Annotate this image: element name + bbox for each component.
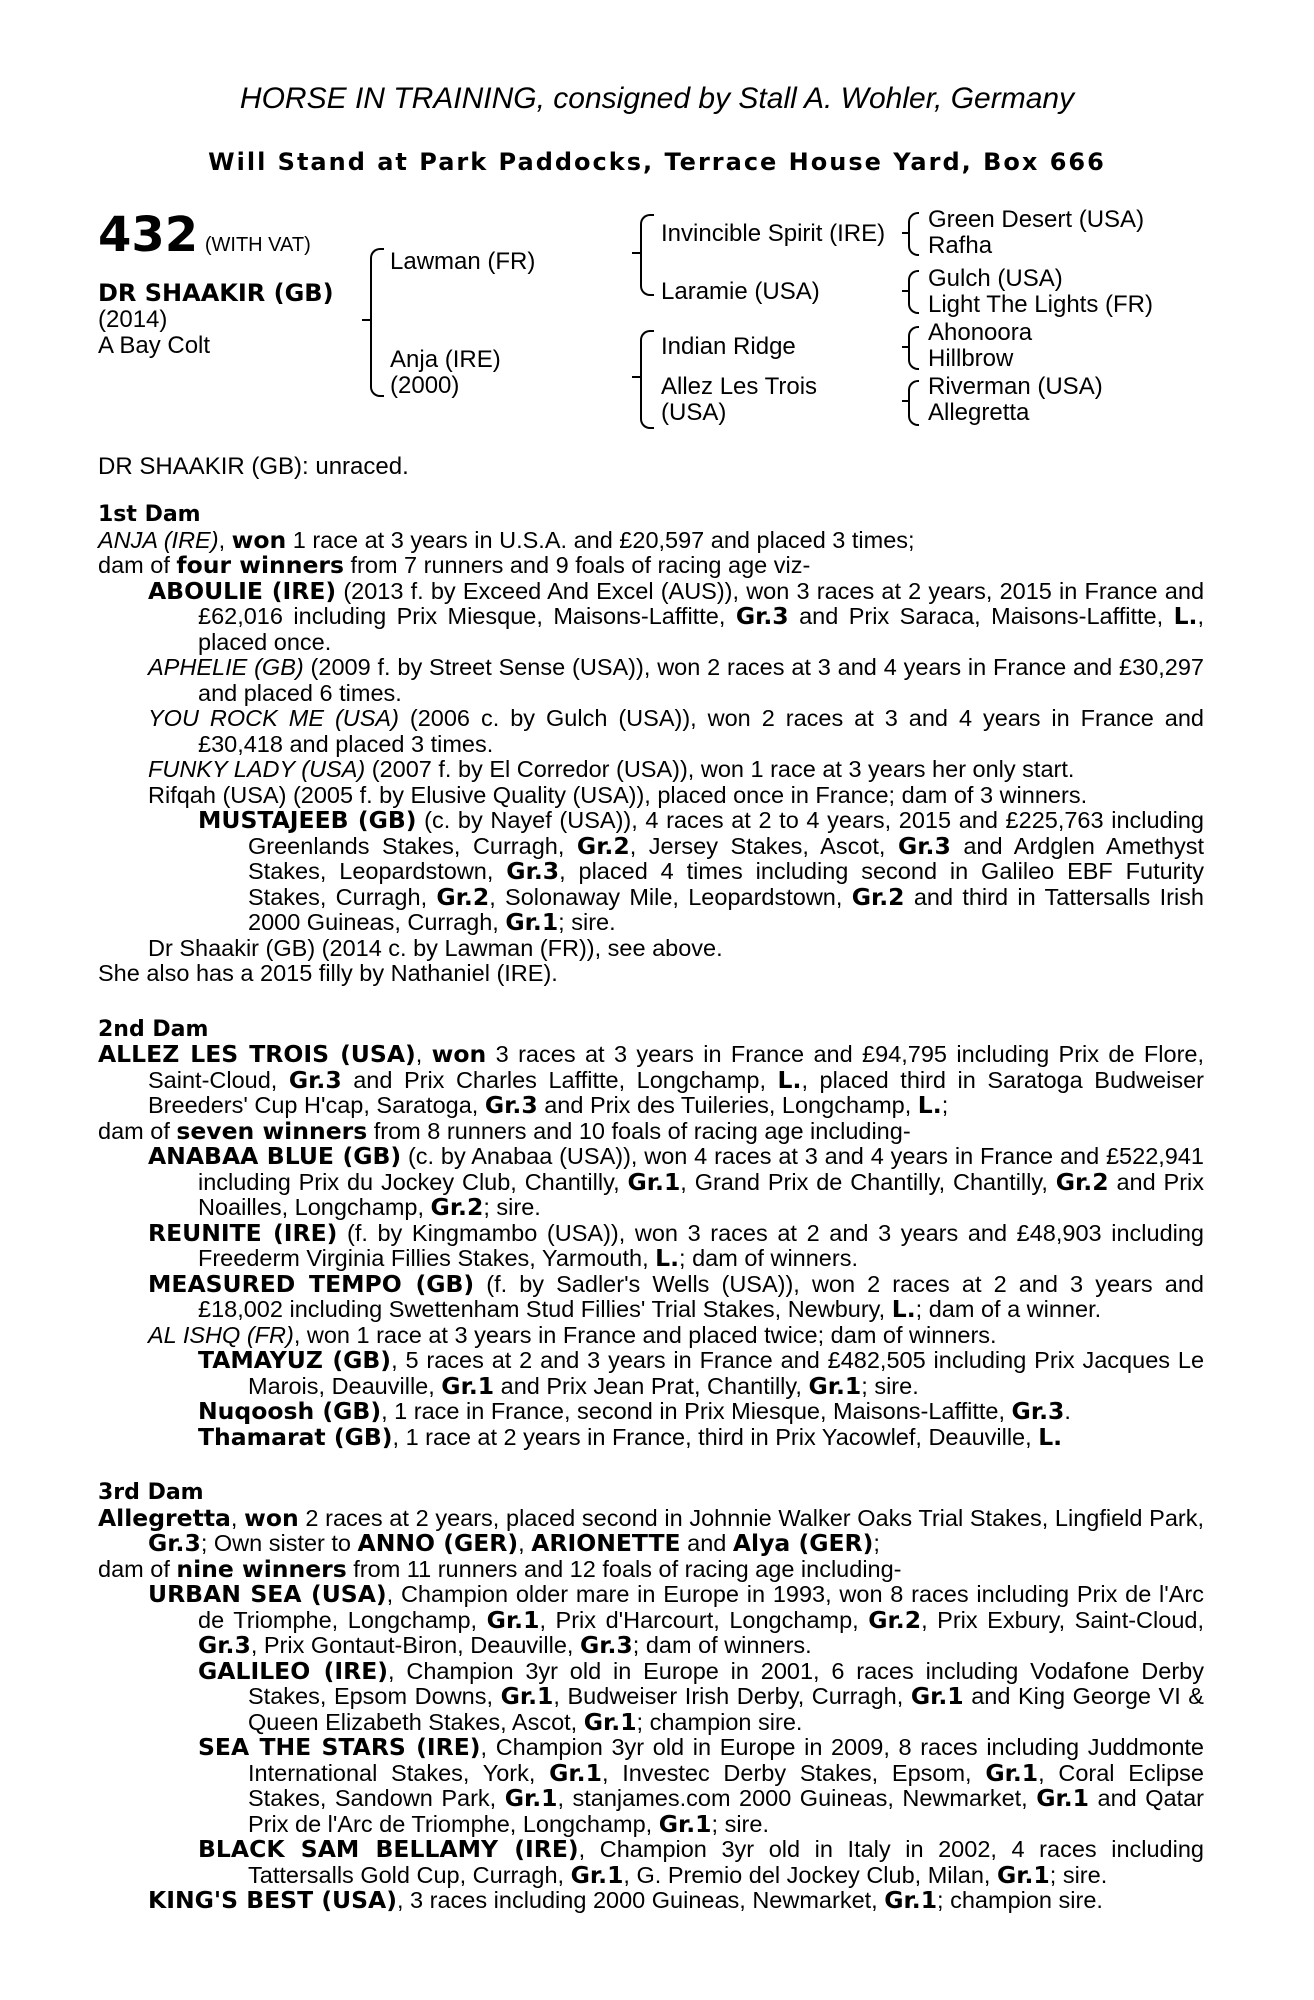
grade: Gr.3 xyxy=(484,1091,538,1119)
pedigree-dam: Anja (IRE) xyxy=(390,346,501,373)
grade: Gr.2 xyxy=(576,831,630,860)
text: ; sire. xyxy=(1049,1861,1108,1888)
lot-number: 432 xyxy=(98,207,199,263)
grade: Gr.1 xyxy=(504,1784,558,1812)
consignor-heading: HORSE IN TRAINING, consigned by Stall A. Wohler, Germany xyxy=(239,82,1075,115)
text: , Prix d'Harcourt, Longchamp, xyxy=(539,1606,869,1633)
pedigree-g6: Hillbrow xyxy=(928,345,1014,372)
text: , Investec Derby Stakes, Epsom, xyxy=(601,1759,986,1786)
grade: Gr.1 xyxy=(570,1860,624,1889)
pedigree-bracket-tick xyxy=(902,346,908,348)
grade: Gr.2 xyxy=(436,882,490,911)
text: , placed once. xyxy=(198,603,1204,655)
text: (2013 f. by Exceed And Excel (AUS)), won 3 races at 2 years, 2015 in France and £62,016 including Prix Miesque, Maisons-Laffitte, xyxy=(198,577,1205,629)
text: ; champion sire. xyxy=(937,1887,1103,1913)
grade: Gr.2 xyxy=(1055,1167,1109,1196)
pedigree-dam-year: (2000) xyxy=(390,372,460,399)
text: from 8 runners and 10 foals of racing age including- xyxy=(367,1117,911,1144)
pedigree-bracket-tick xyxy=(902,232,908,234)
horse-name-bold: ARIONETTE xyxy=(531,1529,681,1557)
text: ; xyxy=(941,1092,949,1118)
text: 3 races at 3 years in France and £94,795 including Prix de Flore, Saint-Cloud, xyxy=(148,1041,1204,1093)
pedigree-bracket-sire-dam xyxy=(370,248,384,397)
winners-count: four winners xyxy=(176,551,344,579)
lot-vat: (WITH VAT) xyxy=(204,234,311,256)
stand-location-heading: Will Stand at Park Paddocks, Terrace House Yard, Box 666 xyxy=(208,148,1106,176)
grade: Gr.3 xyxy=(506,857,560,885)
pedigree-g2: Rafha xyxy=(928,232,993,259)
grade: L. xyxy=(1173,602,1198,630)
text: and Qatar Prix de l'Arc de Triomphe, Longchamp, xyxy=(248,1785,1204,1837)
text: (f. by Sadler's Wells (USA)), won 2 races at 2 and 3 years and £18,002 including Swettenham Stud Fillies' Trial Stakes, Newbury, xyxy=(198,1270,1204,1322)
first-dam-produce xyxy=(98,553,1204,579)
text: ; dam of winners. xyxy=(632,1632,812,1658)
text: (c. by Anabaa (USA)), won 4 races at 3 and 4 years in France and £522,941 including Prix du Jockey Club, Chantilly, xyxy=(198,1143,1205,1195)
lot-number-block xyxy=(98,207,311,263)
text: , Coral Eclipse Stakes, Sandown Park, xyxy=(248,1759,1204,1811)
text: ; sire. xyxy=(483,1194,541,1220)
pedigree-g8: Allegretta xyxy=(928,399,1030,426)
list-item xyxy=(98,706,1204,757)
horse-name: DR SHAAKIR (GB) xyxy=(98,279,334,307)
text: from 7 runners and 9 foals of racing age viz- xyxy=(344,552,811,578)
horse-name-bold: Alya (GER) xyxy=(732,1529,874,1557)
text: , Champion 3yr old in Italy in 2002, 4 races including Tattersalls Gold Cup, Curragh, xyxy=(248,1836,1204,1888)
text: , 3 races including 2000 Guineas, Newmarket, xyxy=(397,1887,885,1913)
grade: L. xyxy=(655,1244,680,1272)
pedigree-bracket-g3 xyxy=(908,326,919,370)
horse-name-bold: URBAN SEA (USA) xyxy=(148,1580,387,1608)
text: and King George VI & Queen Elizabeth Stakes, Ascot, xyxy=(248,1683,1204,1735)
text: (f. by Kingmambo (USA)), won 3 races at 2 and 3 years and £48,903 including Freederm Virginia Fillies Stakes, Yarmouth, xyxy=(198,1219,1204,1271)
text: , 1 race in France, second in Prix Miesque, Maisons-Laffitte, xyxy=(381,1398,1012,1424)
grade: Gr.1 xyxy=(996,1860,1050,1889)
horse-name-bold: MUSTAJEEB (GB) xyxy=(198,806,417,834)
dam-record: 1 race at 3 years in U.S.A. and £20,597 and placed 3 times; xyxy=(286,526,915,553)
text: . xyxy=(1064,1398,1071,1424)
third-dam-produce xyxy=(98,1554,1204,1583)
list-item xyxy=(98,1144,1204,1221)
grade: Gr.1 xyxy=(627,1167,681,1196)
first-dam-intro: ANJA (IRE), won 1 race at 3 years in U.S.A. and £20,597 and placed 3 times; xyxy=(98,525,915,554)
won-label: won xyxy=(231,525,287,554)
horse-name-bold: ANNO (GER) xyxy=(357,1529,519,1557)
horse-name: YOU ROCK ME (USA) xyxy=(148,705,399,731)
horse-name-bold: TAMAYUZ (GB) xyxy=(198,1346,392,1374)
text: and xyxy=(680,1530,733,1556)
text: ; xyxy=(873,1530,880,1556)
text: , Prix Exbury, Saint-Cloud, xyxy=(921,1606,1204,1633)
list-item xyxy=(98,1735,1204,1837)
pedigree-g1: Green Desert (USA) xyxy=(928,206,1145,233)
won-label: won xyxy=(244,1503,299,1532)
second-dam-produce xyxy=(98,1116,1204,1145)
pedigree-dam-dam-origin: (USA) xyxy=(661,399,727,426)
grade: Gr.1 xyxy=(884,1886,938,1914)
horse-name-bold: MEASURED TEMPO (GB) xyxy=(148,1269,475,1298)
horse-name-bold: ABOULIE (IRE) xyxy=(148,576,337,605)
dam-name: Allegretta xyxy=(98,1503,231,1532)
pedigree-sire: Lawman (FR) xyxy=(390,248,536,275)
text: (2007 f. by El Corredor (USA)), won 1 race at 3 years her only start. xyxy=(365,756,1075,782)
text: , placed 4 times including second in Galileo EBF Futurity Stakes, Curragh, xyxy=(248,858,1205,910)
list-item xyxy=(98,1399,1204,1425)
text: and Prix Saraca, Maisons-Laffitte, xyxy=(788,603,1174,629)
won-label: won xyxy=(431,1040,487,1068)
text: ; Own sister to xyxy=(200,1530,358,1556)
list-item xyxy=(98,1218,1204,1272)
pedigree-bracket-tick xyxy=(902,290,908,292)
text: dam of xyxy=(98,1555,177,1582)
text: and Prix Jean Prat, Chantilly, xyxy=(494,1372,809,1399)
grade: Gr.1 xyxy=(500,1682,554,1710)
list-item xyxy=(98,1582,1204,1659)
list-item: Rifqah (USA) (2005 f. by Elusive Quality (USA)), placed once in France; dam of 3 winners. xyxy=(148,781,1088,808)
grade: Gr.3 xyxy=(579,1631,633,1659)
text: , placed third in Saratoga Budweiser Breeders' Cup H'cap, Saratoga, xyxy=(148,1066,1204,1118)
list-item xyxy=(98,1888,1204,1914)
horse-description: A Bay Colt xyxy=(98,332,211,359)
winners-count: nine winners xyxy=(176,1554,347,1583)
horse-name: APHELIE (GB) xyxy=(148,654,304,680)
pedigree-bracket-tick xyxy=(362,319,371,321)
grade: L. xyxy=(777,1065,802,1094)
pedigree-sire-dam: Laramie (USA) xyxy=(661,278,820,305)
text: , 1 race at 2 years in France, third in Prix Yacowlef, Deauville, xyxy=(392,1423,1039,1450)
grade: Gr.2 xyxy=(868,1605,922,1634)
grade: Gr.1 xyxy=(486,1605,540,1634)
text: ; dam of a winner. xyxy=(915,1296,1102,1322)
text: ; sire. xyxy=(861,1372,919,1399)
pedigree-notes xyxy=(98,472,1204,1914)
second-dam-heading: 2nd Dam xyxy=(98,1016,209,1042)
horse-name-bold: BLACK SAM BELLAMY (IRE) xyxy=(198,1835,579,1863)
list-item xyxy=(98,655,1204,706)
pedigree-sire-sire: Invincible Spirit (IRE) xyxy=(661,220,886,247)
grade: Gr.1 xyxy=(583,1707,637,1736)
grade: Gr.1 xyxy=(441,1371,495,1400)
grade: Gr.1 xyxy=(1036,1784,1090,1812)
pedigree-dam-sire: Indian Ridge xyxy=(661,333,796,360)
text: and Prix Charles Laffitte, Longchamp, xyxy=(341,1066,778,1093)
race-record: DR SHAAKIR (GB): unraced. xyxy=(98,453,409,480)
winners-count: seven winners xyxy=(176,1116,368,1145)
grade: Gr.2 xyxy=(430,1193,484,1221)
text: , stanjames.com 2000 Guineas, Newmarket, xyxy=(557,1785,1037,1811)
horse-name-bold: Nuqoosh (GB) xyxy=(198,1397,382,1425)
text: ; sire. xyxy=(558,909,616,935)
grade: Gr.3 xyxy=(148,1529,201,1557)
third-dam-heading: 3rd Dam xyxy=(98,1480,204,1505)
text: 2 races at 2 years, placed second in Johnnie Walker Oaks Trial Stakes, Lingfield Park, xyxy=(298,1504,1204,1531)
grade: L. xyxy=(891,1295,916,1323)
horse-name-bold: SEA THE STARS (IRE) xyxy=(198,1733,481,1761)
text: (c. by Nayef (USA)), 4 races at 2 to 4 years, 2015 and £225,763 including Greenlands Stakes, Curragh, xyxy=(248,807,1204,859)
text: , Solonaway Mile, Leopardstown, xyxy=(489,883,852,910)
text: and third in Tattersalls Irish 2000 Guineas, Curragh, xyxy=(248,883,1204,935)
text: , won 1 race at 3 years in France and placed twice; dam of winners. xyxy=(293,1321,997,1348)
grade: L. xyxy=(917,1091,942,1119)
third-dam-intro: Allegretta, won 2 races at 2 years, placed second in Johnnie Walker Oaks Trial Stakes, Lingfield Park, Gr.3; Own sister to ANNO (GER), ARIONETTE and Alya (GER); xyxy=(98,1503,1204,1557)
list-item xyxy=(98,1656,1204,1736)
text: , Budweiser Irish Derby, Curragh, xyxy=(553,1683,911,1709)
list-item xyxy=(98,1269,1204,1323)
horse-name-bold: Thamarat (GB) xyxy=(198,1422,393,1451)
list-item xyxy=(98,1348,1204,1399)
text: and Ardglen Amethyst Stakes, Leopardstown, xyxy=(248,832,1204,884)
pedigree-dam-dam: Allez Les Trois xyxy=(661,373,818,400)
pedigree-g5: Ahonoora xyxy=(928,319,1033,346)
text: , Champion 3yr old in Europe in 2009, 8 races including Juddmonte International Stakes, York, xyxy=(248,1734,1204,1786)
first-dam-heading: 1st Dam xyxy=(98,502,201,527)
pedigree-bracket-tick xyxy=(632,252,641,254)
grade: L. xyxy=(1038,1422,1063,1451)
horse-name-bold: KING'S BEST (USA) xyxy=(148,1886,397,1914)
dam-name: ANJA (IRE) xyxy=(98,526,219,553)
text: , Champion older mare in Europe in 1993, won 8 races including Prix de l'Arc de Triomphe, Longchamp, xyxy=(198,1581,1204,1633)
list-item: She also has a 2015 filly by Nathaniel (IRE). xyxy=(98,960,558,986)
grade: Gr.3 xyxy=(898,831,951,860)
horse-name: AL ISHQ (FR) xyxy=(148,1321,294,1348)
horse-name: FUNKY LADY (USA) xyxy=(148,756,366,782)
text: ; champion sire. xyxy=(636,1708,803,1735)
text: (2006 c. by Gulch (USA)), won 2 races at 3 and 4 years in France and £30,418 and placed 3 times. xyxy=(198,705,1204,757)
grade: Gr.1 xyxy=(910,1682,964,1710)
list-item xyxy=(98,1323,1204,1349)
pedigree-bracket-sire-line xyxy=(640,214,654,296)
grade: Gr.3 xyxy=(735,602,789,630)
pedigree-g4: Light The Lights (FR) xyxy=(928,291,1153,318)
pedigree-bracket-dam-line xyxy=(640,330,654,429)
text: , Champion 3yr old in Europe in 2001, 6 races including Vodafone Derby Stakes, Epsom Downs, xyxy=(248,1657,1204,1709)
list-item xyxy=(98,576,1205,656)
text: and Prix Noailles, Longchamp, xyxy=(198,1168,1204,1220)
text: , Jersey Stakes, Ascot, xyxy=(629,832,898,859)
grade: Gr.1 xyxy=(549,1758,602,1787)
text: dam of xyxy=(98,552,177,578)
grade: Gr.3 xyxy=(198,1631,251,1659)
text: ; dam of winners. xyxy=(679,1245,858,1271)
horse-name-bold: GALILEO (IRE) xyxy=(198,1656,389,1685)
list-item xyxy=(98,808,1204,936)
pedigree-bracket-tick xyxy=(902,400,908,402)
pedigree-g3: Gulch (USA) xyxy=(928,265,1063,292)
text: , Prix Gontaut-Biron, Deauville, xyxy=(250,1632,580,1658)
text: dam of xyxy=(98,1117,177,1144)
text: , 5 races at 2 and 3 years in France and £482,505 including Prix Jacques Le Marois, Deauville, xyxy=(248,1347,1205,1399)
text: (2009 f. by Street Sense (USA)), won 2 races at 3 and 4 years in France and £30,297 and placed 6 times. xyxy=(198,654,1204,706)
grade: Gr.1 xyxy=(808,1371,862,1400)
list-item: Dr Shaakir (GB) (2014 c. by Lawman (FR)), see above. xyxy=(148,934,723,961)
grade: Gr.2 xyxy=(851,882,905,911)
grade: Gr.3 xyxy=(288,1065,342,1094)
pedigree-bracket-g2 xyxy=(908,270,919,314)
list-item xyxy=(98,1837,1204,1888)
text: , xyxy=(518,1530,532,1556)
dam-name: ALLEZ LES TROIS (USA) xyxy=(98,1040,416,1068)
pedigree-bracket-g1 xyxy=(908,212,919,256)
grade: Gr.1 xyxy=(658,1809,712,1838)
grade: Gr.1 xyxy=(985,1758,1039,1787)
text: from 11 runners and 12 foals of racing age including- xyxy=(346,1555,902,1582)
horse-name-bold: ANABAA BLUE (GB) xyxy=(148,1142,402,1170)
list-item xyxy=(98,757,1204,783)
text: and Prix des Tuileries, Longchamp, xyxy=(537,1092,918,1118)
horse-name-bold: REUNITE (IRE) xyxy=(148,1218,338,1247)
pedigree-g7: Riverman (USA) xyxy=(928,373,1103,400)
second-dam-intro: ALLEZ LES TROIS (USA), won 3 races at 3 years in France and £94,795 including Prix de Flore, Saint-Cloud, Gr.3 and Prix Charles Laffitte, Longchamp, L., placed third in Saratoga Budweiser Breeders' Cup H'cap, Saratoga, Gr.3 and Prix des Tuileries, Longchamp, L.; xyxy=(98,1040,1204,1119)
list-item xyxy=(98,1422,1204,1451)
horse-year: (2014) xyxy=(98,306,168,333)
pedigree-bracket-tick xyxy=(632,376,641,378)
grade: Gr.3 xyxy=(1011,1397,1065,1425)
text: ; sire. xyxy=(711,1810,769,1837)
grade: Gr.1 xyxy=(505,908,559,936)
text: , G. Premio del Jockey Club, Milan, xyxy=(623,1861,997,1888)
text: , Grand Prix de Chantilly, Chantilly, xyxy=(680,1168,1056,1195)
pedigree-bracket-g4 xyxy=(908,380,919,426)
